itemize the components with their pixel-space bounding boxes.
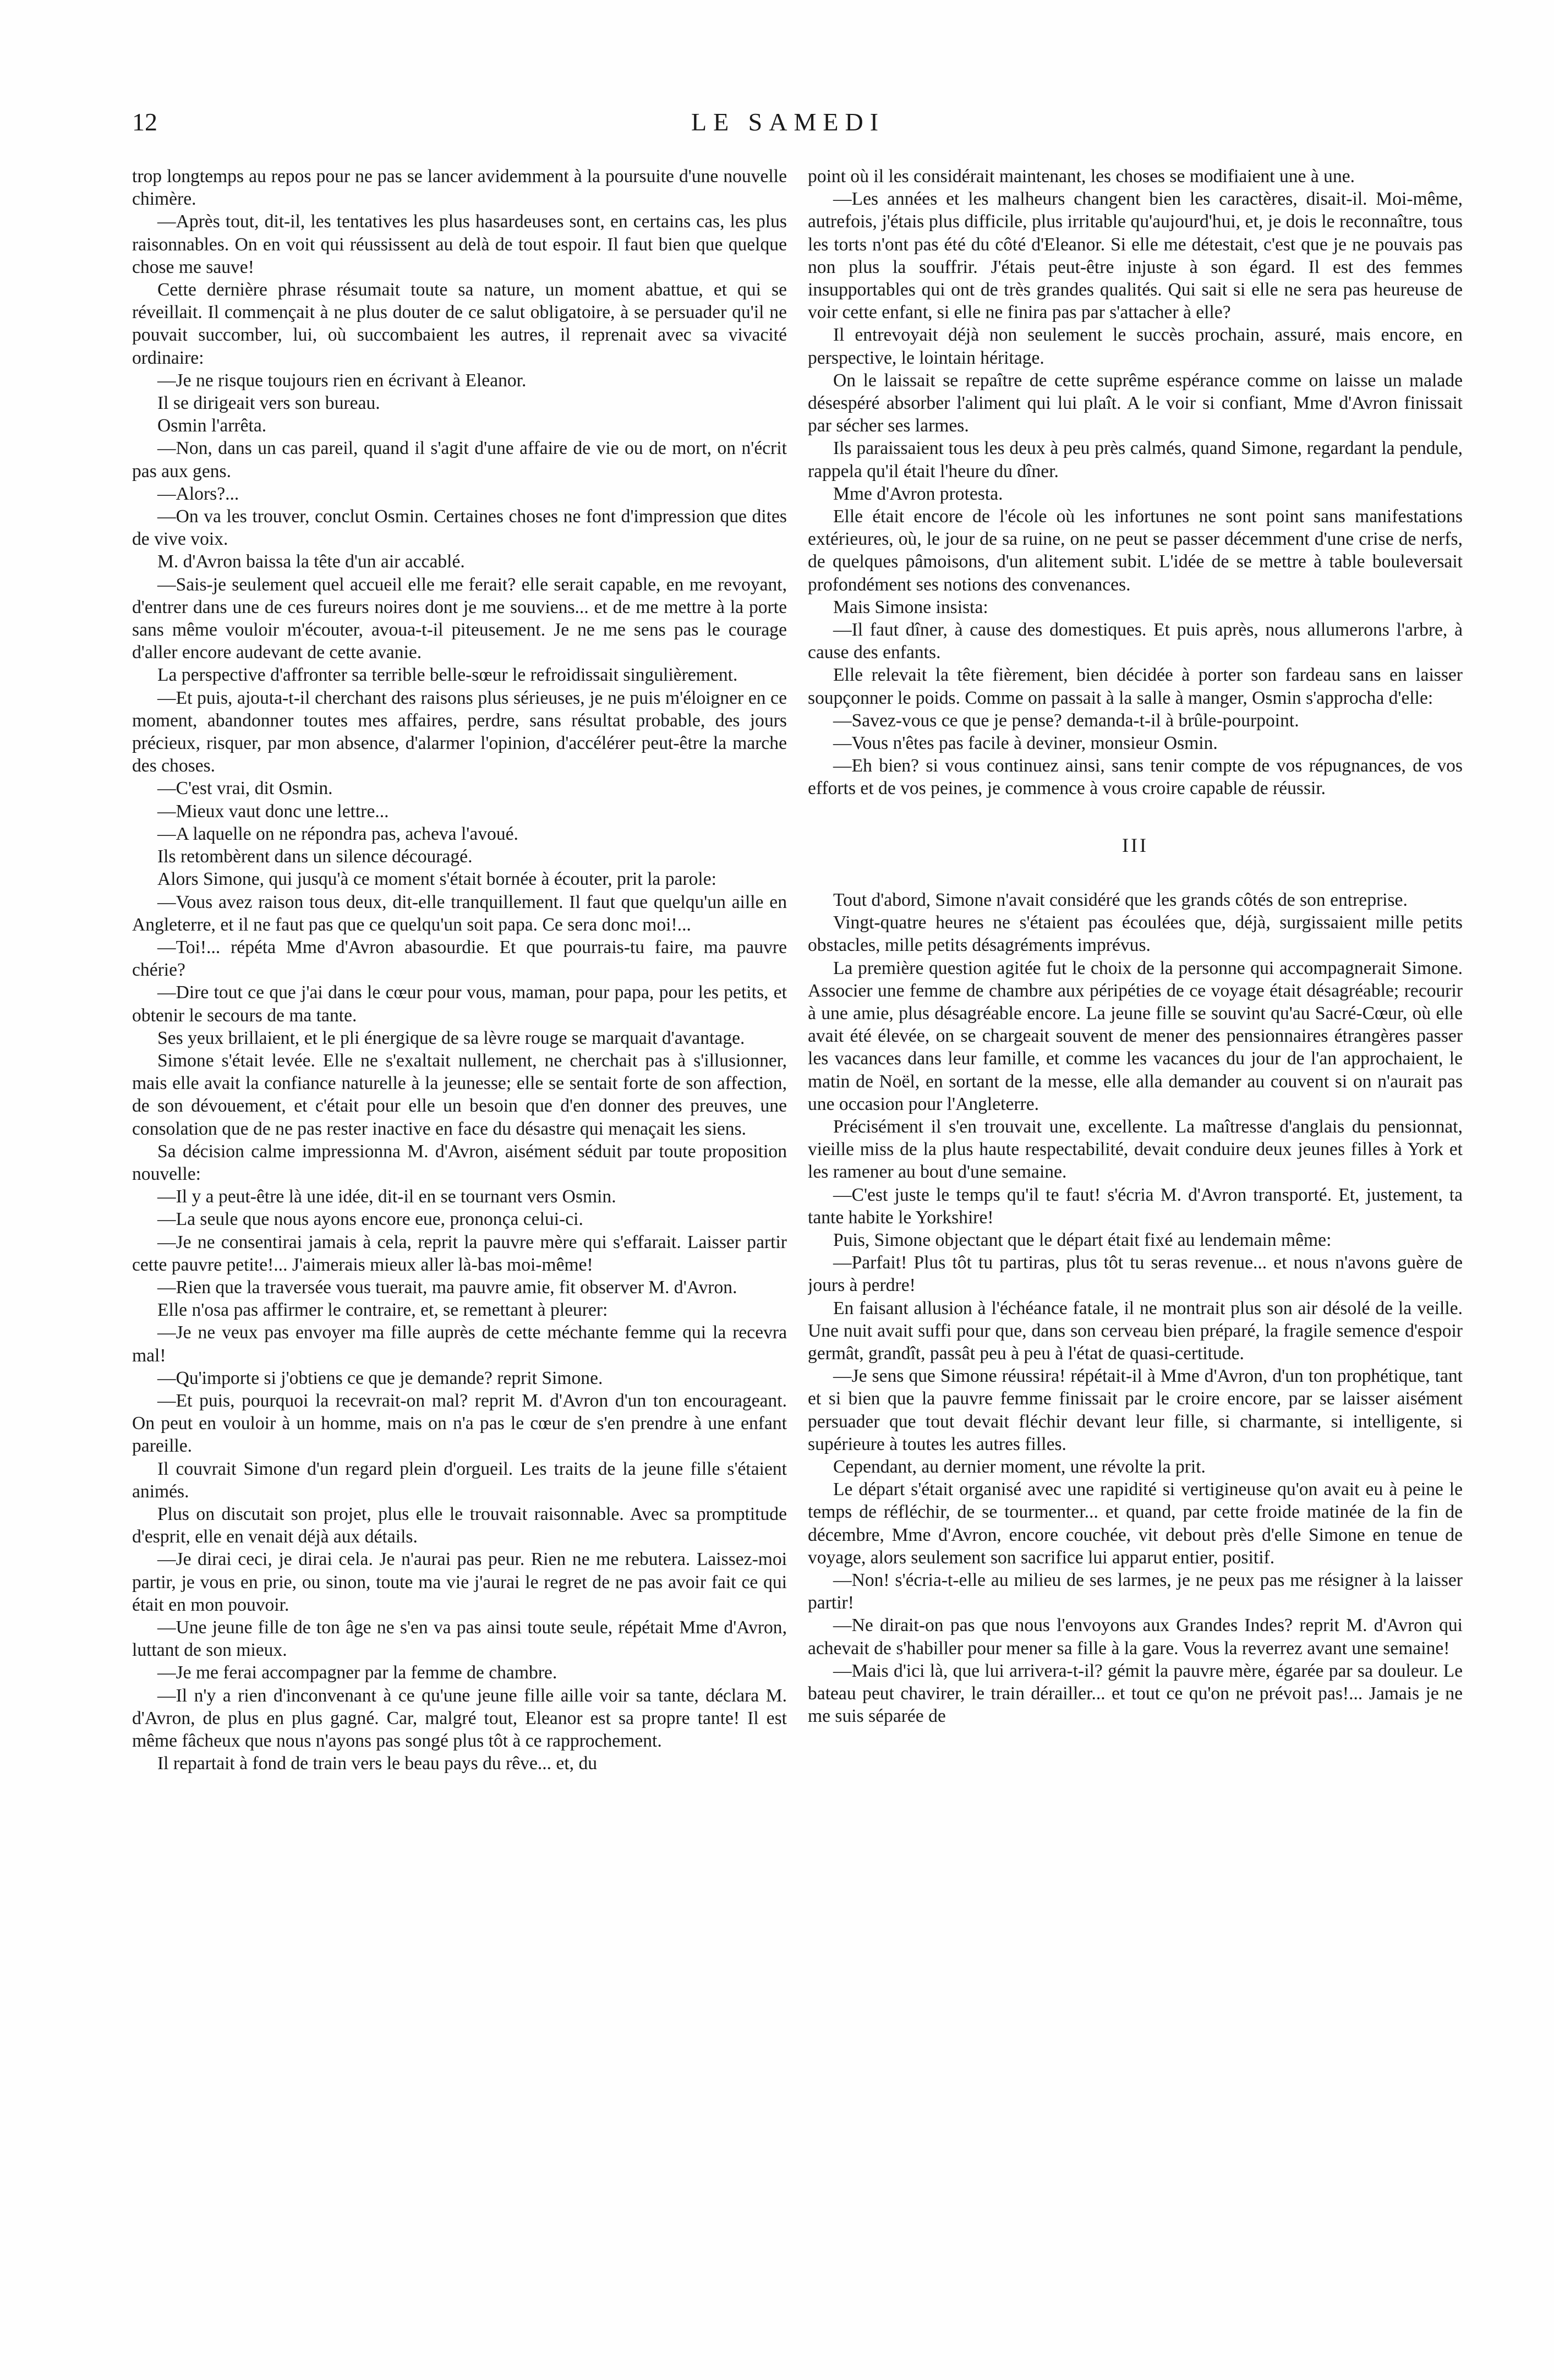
paragraph: trop longtemps au repos pour ne pas se lancer avidemment à la poursuite d'une nouvelle chimère. bbox=[132, 166, 787, 210]
paragraph: —Je sens que Simone réussira! répétait-il à Mme d'Avron, d'un ton prophétique, tant et si bien que la pauvre femme finissait par le croire encore, par se laisser aisément persuader que tout devait fléchir devant leur fille, si charmante, si intelligente, si supérieure à toutes les autres filles. bbox=[808, 1366, 1463, 1454]
paragraph: Puis, Simone objectant que le départ était fixé au lendemain même: bbox=[833, 1229, 1332, 1250]
paragraph: On le laissait se repaître de cette suprême espérance comme on laisse un malade désespéré absorber l'aliment qui lui plaît. A le voir si confiant, Mme d'Avron finissait par sécher ses larmes. bbox=[808, 370, 1463, 436]
paragraph: —On va les trouver, conclut Osmin. Certaines choses ne font d'impression que dites de vive voix. bbox=[132, 506, 787, 550]
paragraph: Il se dirigeait vers son bureau. bbox=[157, 393, 380, 414]
paragraph: —A laquelle on ne répondra pas, acheva l'avoué. bbox=[157, 823, 518, 844]
paragraph: —Les années et les malheurs changent bien les caractères, disait-il. Moi-même, autrefois, j'étais plus difficile, plus irritable qu'aujourd'hui, et, je dois le reconnaître, tous les torts n'ont pas été du côté d'Eleanor. Si elle me détestait, c'est que je ne pouvais pas non plus la souffrir. J'étais peut-être injuste à son égard. Il est des femmes insupportables qui ont de très grandes qualités. Qui sait si elle ne sera pas heureuse de voir cette enfant, si elle ne finira pas par s'attacher à elle? bbox=[808, 189, 1463, 323]
paragraph: Elle relevait la tête fièrement, bien décidée à porter son fardeau sans en laisser soupçonner le poids. Comme on passait à la salle à manger, Osmin s'approcha d'elle: bbox=[808, 665, 1463, 708]
page-header bbox=[132, 107, 1444, 146]
paragraph: Le départ s'était organisé avec une rapidité si vertigineuse qu'on avait eu à peine le temps de réfléchir, de se tourmenter... et quand, par cette froide matinée de la fin de décembre, Mme d'Avron, encore couchée, vit debout près d'elle Simone en tenue de voyage, alors seulement son sacrifice lui apparut entier, positif. bbox=[808, 1479, 1463, 1568]
chapter-heading: III bbox=[1122, 834, 1148, 856]
paragraph: Cette dernière phrase résumait toute sa nature, un moment abattue, et qui se réveillait. Il commençait à ne plus douter de ce salut obligatoire, à se persuader qu'il ne pouvait succomber, lui, où succombaient les autres, il reprenait avec sa vivacité ordinaire: bbox=[132, 280, 787, 368]
paragraph: —Il faut dîner, à cause des domestiques. Et puis après, nous allumerons l'arbre, à cause des enfants. bbox=[808, 620, 1463, 663]
paragraph: —Mais d'ici là, que lui arrivera-t-il? gémit la pauvre mère, égarée par sa douleur. Le bateau peut chavirer, le train dérailler... et tout ce qu'on ne prévoit pas!... Jamais je ne me suis séparée de bbox=[808, 1660, 1463, 1727]
paragraph: Simone s'était levée. Elle ne s'exaltait nullement, ne cherchait pas à s'illusionner, mais elle avait la confiance naturelle à la jeunesse; elle se sentait forte de son affection, de son dévouement, et c'était pour elle un besoin que d'en donner des preuves, une consolation que de ne pas rester inactive en face du désastre qui menaçait les siens. bbox=[132, 1050, 787, 1139]
paragraph: —La seule que nous ayons encore eue, prononça celui-ci. bbox=[157, 1209, 583, 1230]
paragraph: —Alors?... bbox=[157, 483, 239, 504]
paragraph: point où il les considérait maintenant, les choses se modifiaient une à une. bbox=[808, 166, 1355, 187]
paragraph: —Et puis, pourquoi la recevrait-on mal? reprit M. d'Avron d'un ton encourageant. On peut en vouloir à un homme, mais on n'a pas le cœur de s'en prendre à une enfant pareille. bbox=[132, 1390, 787, 1457]
paragraph: Mme d'Avron protesta. bbox=[833, 483, 1003, 504]
paragraph: —Je ne risque toujours rien en écrivant à Eleanor. bbox=[157, 370, 527, 391]
paragraph: M. d'Avron baissa la tête d'un air accablé. bbox=[157, 551, 465, 572]
paragraph: —Il y a peut-être là une idée, dit-il en se tournant vers Osmin. bbox=[157, 1186, 616, 1207]
paragraph: Cependant, au dernier moment, une révolte la prit. bbox=[833, 1456, 1206, 1477]
paragraph: Osmin l'arrêta. bbox=[157, 415, 267, 436]
paragraph: —Vous n'êtes pas facile à deviner, monsieur Osmin. bbox=[833, 733, 1218, 754]
paragraph: —Qu'importe si j'obtiens ce que je demande? reprit Simone. bbox=[157, 1367, 603, 1388]
paragraph: —Je ne consentirai jamais à cela, reprit la pauvre mère qui s'effarait. Laisser partir cette pauvre petite!... J'aimerais mieux aller là-bas moi-même! bbox=[132, 1232, 787, 1275]
paragraph: —Une jeune fille de ton âge ne s'en va pas ainsi toute seule, répétait Mme d'Avron, luttant de son mieux. bbox=[132, 1617, 787, 1661]
paragraph: —Eh bien? si vous continuez ainsi, sans tenir compte de vos répugnances, de vos efforts et de vos peines, je commence à vous croire capable de réussir. bbox=[808, 756, 1463, 799]
paragraph: —Savez-vous ce que je pense? demanda-t-il à brûle-pourpoint. bbox=[833, 710, 1299, 731]
paragraph: Ils paraissaient tous les deux à peu près calmés, quand Simone, regardant la pendule, rappela qu'il était l'heure du dîner. bbox=[808, 438, 1463, 482]
paragraph: Elle était encore de l'école où les infortunes ne sont point sans manifestations extérieures, où, le jour de sa ruine, on ne peut se passer décemment d'une crise de nerfs, de quelques pâmoisons, d'un alitement subit. L'idée de se mettre à table bouleversait profondément ses notions des convenances. bbox=[808, 506, 1463, 595]
paragraph: Il repartait à fond de train vers le beau pays du rêve... et, du bbox=[157, 1753, 598, 1774]
paragraph: Tout d'abord, Simone n'avait considéré que les grands côtés de son entreprise. bbox=[833, 889, 1408, 910]
left-column bbox=[132, 165, 787, 2311]
paragraph: —Sais-je seulement quel accueil elle me ferait? elle serait capable, en me revoyant, d'entrer dans une de ces fureurs noires dont je me souviens... et de me mettre à la porte sans même vouloir m'écouter, avoua-t-il piteusement. Je ne me sens pas le courage d'aller encore audevant de cette avanie. bbox=[132, 574, 787, 663]
paragraph: La perspective d'affronter sa terrible belle-sœur le refroidissait singulièrement. bbox=[157, 665, 738, 686]
paragraph: Plus on discutait son projet, plus elle le trouvait raisonnable. Avec sa promptitude d'esprit, elle en venait déjà aux détails. bbox=[132, 1503, 787, 1547]
paragraph: —Non, dans un cas pareil, quand il s'agit d'une affaire de vie ou de mort, on n'écrit pas aux gens. bbox=[132, 438, 787, 482]
paragraph: —Toi!... répéta Mme d'Avron abasourdie. Et que pourrais-tu faire, ma pauvre chérie? bbox=[132, 937, 787, 981]
paragraph: Il couvrait Simone d'un regard plein d'orgueil. Les traits de la jeune fille s'étaient animés. bbox=[132, 1458, 787, 1502]
paragraph: —C'est vrai, dit Osmin. bbox=[157, 778, 333, 799]
paragraph: —Après tout, dit-il, les tentatives les plus hasardeuses sont, en certains cas, les plus raisonnables. On en voit qui réussissent au delà de tout espoir. Il faut bien que quelque chose me sauve! bbox=[132, 211, 787, 277]
paragraph: Précisément il s'en trouvait une, excellente. La maîtresse d'anglais du pensionnat, vieille miss de la plus haute respectabilité, devait conduire deux jeunes filles à York et les ramener au bout d'une semaine. bbox=[808, 1116, 1463, 1183]
paragraph: Ses yeux brillaient, et le pli énergique de sa lèvre rouge se marquait d'avantage. bbox=[157, 1027, 745, 1048]
paragraph: Mais Simone insista: bbox=[833, 597, 988, 617]
paragraph: —Et puis, ajouta-t-il cherchant des raisons plus sérieuses, je ne puis m'éloigner en ce moment, abandonner toutes mes affaires, perdre, sans résultat probable, des jours précieux, risquer, par mon absence, d'alarmer l'opinion, d'accélérer peut-être la marche des choses. bbox=[132, 687, 787, 776]
paragraph: —Ne dirait-on pas que nous l'envoyons aux Grandes Indes? reprit M. d'Avron qui achevait de s'habiller pour mener sa fille à la gare. Vous la reverrez avant une semaine! bbox=[808, 1615, 1463, 1659]
page-number: 12 bbox=[132, 108, 157, 136]
paragraph: —Vous avez raison tous deux, dit-elle tranquillement. Il faut que quelqu'un aille en Angleterre, et il ne faut pas que ce quelqu'un soit papa. Ce sera donc moi!... bbox=[132, 891, 787, 935]
paragraph: —Dire tout ce que j'ai dans le cœur pour vous, maman, pour papa, pour les petits, et obtenir le secours de ma tante. bbox=[132, 982, 787, 1026]
paragraph: —Mieux vaut donc une lettre... bbox=[157, 801, 389, 822]
paragraph: Vingt-quatre heures ne s'étaient pas écoulées que, déjà, surgissaient mille petits obstacles, mille petits désagréments imprévus. bbox=[808, 912, 1463, 956]
paragraph: —Il n'y a rien d'inconvenant à ce qu'une jeune fille aille voir sa tante, déclara M. d'Avron, de plus en plus gagné. Car, malgré tout, Eleanor est sa propre tante! Il est même fâcheux que nous n'ayons pas songé plus tôt à ce rapprochement. bbox=[132, 1685, 787, 1752]
paragraph: Ils retombèrent dans un silence découragé. bbox=[157, 846, 473, 867]
right-column bbox=[808, 165, 1463, 2311]
running-title: LE SAMEDI bbox=[691, 108, 885, 136]
paragraph: Elle n'osa pas affirmer le contraire, et, se remettant à pleurer: bbox=[157, 1300, 608, 1321]
paragraph: —Non! s'écria-t-elle au milieu de ses larmes, je ne peux pas me résigner à la laisser partir! bbox=[808, 1569, 1463, 1613]
paragraph: —Je me ferai accompagner par la femme de chambre. bbox=[157, 1662, 557, 1683]
paragraph: —C'est juste le temps qu'il te faut! s'écria M. d'Avron transporté. Et, justement, ta tante habite le Yorkshire! bbox=[808, 1184, 1463, 1228]
paragraph: —Rien que la traversée vous tuerait, ma pauvre amie, fit observer M. d'Avron. bbox=[157, 1277, 737, 1298]
paragraph: —Parfait! Plus tôt tu partiras, plus tôt tu seras revenue... et nous n'avons guère de jours à perdre! bbox=[808, 1252, 1463, 1296]
paragraph: Alors Simone, qui jusqu'à ce moment s'était bornée à écouter, prit la parole: bbox=[157, 869, 716, 890]
paragraph: Il entrevoyait déjà non seulement le succès prochain, assuré, mais encore, en perspective, le lointain héritage. bbox=[808, 325, 1463, 368]
paragraph: —Je dirai ceci, je dirai cela. Je n'aurai pas peur. Rien ne me rebutera. Laissez-moi partir, je vous en prie, ou sinon, toute ma vie j'aurai le regret de ne pas avoir fait ce qui était en mon pouvoir. bbox=[132, 1549, 787, 1615]
paragraph: Sa décision calme impressionna M. d'Avron, aisément séduit par toute proposition nouvelle: bbox=[132, 1141, 787, 1184]
paragraph: La première question agitée fut le choix de la personne qui accompagnerait Simone. Associer une femme de chambre aux péripéties de ce voyage était désagréable; recourir à une amie, plus désagréable encore. La jeune fille se souvint qu'au Sacré-Cœur, où elle avait été élevée, on se chargeait souvent de mener des pensionnaires étrangères passer les vacances dans leur famille, et comme les vacances du jour de l'an approchaient, le matin de Noël, en sortant de la messe, elle alla demander au couvent si on n'aurait pas une occasion pour l'Angleterre. bbox=[808, 958, 1463, 1114]
paragraph: En faisant allusion à l'échéance fatale, il ne montrait plus son air désolé de la veille. Une nuit avait suffi pour que, dans son cerveau bien préparé, la fragile semence d'espoir germât, grandît, passât peu à peu à l'état de quasi-certitude. bbox=[808, 1298, 1463, 1364]
paragraph: —Je ne veux pas envoyer ma fille auprès de cette méchante femme qui la recevra mal! bbox=[132, 1322, 787, 1366]
